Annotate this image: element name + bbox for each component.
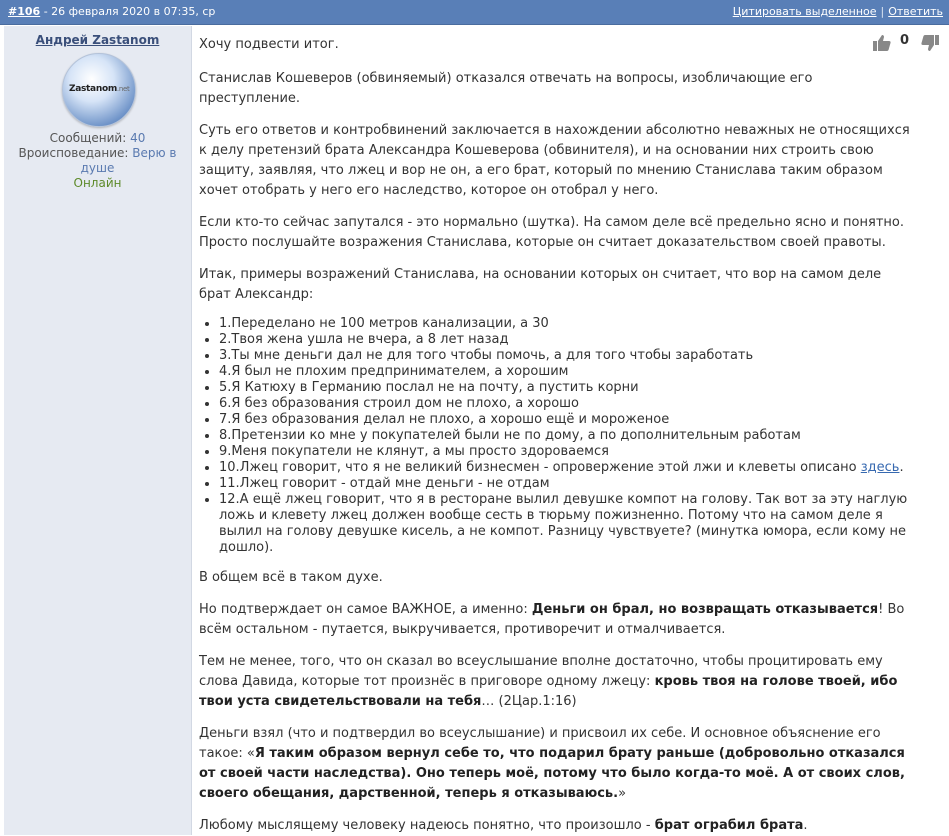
- vote-count: 0: [899, 33, 909, 48]
- list-item: • 4.Я был не плохим предпринимателем, а хорошим: [219, 364, 917, 380]
- list-item: • 6.Я без образования строил дом не плохо, а хорошо: [219, 396, 917, 412]
- list-item: • 7.Я без образования делал не плохо, а хорошо ещё и мороженое: [219, 412, 917, 428]
- text-segment: Любому мыслящему человеку надеюсь понятно, что произошло -: [199, 818, 655, 833]
- post-paragraph: Хочу подвести итог.: [199, 37, 339, 52]
- post-paragraph: Суть его ответов и контробвинений заключается в нахождении абсолютно неважных не относящихся к делу претензий брата Александра Кошеверова (обвинителя), и на основании них строить свою защиту, заявляя, что лжец и вор не он, а его брат, который по мнению Станислава таким образом хочет отобрать у него его наследство, которое он отобрал у него.: [199, 123, 910, 198]
- list-item: • 3.Ты мне деньги дал не для того чтобы помочь, а для того чтобы заработать: [219, 348, 917, 364]
- messages-count: 40: [130, 131, 146, 145]
- text-segment: … (2Цар.1:16): [481, 694, 577, 709]
- bold-segment: брат ограбил брата: [654, 818, 804, 833]
- text-segment: Тем не менее, того, что он сказал во всеуслышание вполне достаточно, чтобы процитировать ему слова Давида, которые тот произнёс в приговоре одному лжецу:: [199, 654, 883, 689]
- text-segment: Деньги взял (что и подтвердил во всеуслышание) и присвоил их себе. И основное объяснение его такое: «: [199, 726, 881, 761]
- bold-segment: Деньги он брал, но возвращать отказывается: [531, 602, 879, 617]
- avatar-logo-text: Zastanom: [69, 84, 117, 94]
- author-name[interactable]: Андрей Zastanom: [35, 33, 160, 47]
- list-item: • 5.Я Катюху в Германию послал не на почту, а пустить корни: [219, 380, 917, 396]
- list-item: • 9.Меня покупатели не клянут, а мы просто здороваемся: [219, 444, 917, 460]
- post-paragraph: Если кто-то сейчас запутался - это нормально (шутка). На самом деле всё предельно ясно и понятно. Просто послушайте возражения Станислава, которые он считает доказательством своей правоты.: [199, 215, 904, 250]
- post-paragraph: [199, 600, 917, 640]
- post-paragraph: Станислав Кошеверов (обвиняемый) отказался отвечать на вопросы, изобличающие его преступление.: [199, 71, 813, 106]
- religion-value: Верю в душе: [80, 146, 177, 175]
- post-paragraph: [199, 816, 917, 836]
- text-segment: ! Во всём остальном - путается, выкручивается, противоречит и отмалчивается.: [199, 602, 905, 637]
- avatar-logo: [69, 84, 129, 94]
- post-header: [0, 0, 949, 25]
- post-meta: [8, 5, 215, 18]
- text-segment: »: [618, 786, 627, 801]
- avatar-logo-subtext: .net: [116, 85, 130, 93]
- quote-selected-link[interactable]: Цитировать выделенное: [732, 5, 877, 18]
- list-item: • 12.А ещё лжец говорит, что я в ресторане вылил девушке компот на голову. Так вот за эту наглую ложь и клевету лжец должен вообще сесть в тюрьму пожизненно. Потому что на самом деле я вылил на голову девушке кисель, а не компот. Разницу чувствуете? (минутка юмора, если кому не дошло).: [219, 492, 917, 556]
- list-item: [219, 460, 917, 476]
- post-actions: [733, 5, 943, 18]
- bold-segment: Я таким образом вернул себе то, что подарил брату раньше (добровольно отказался от своей части наследства). Оно теперь моё, потому что было когда-то моё. А от своих слов, своего обещания, дарственной, теперь я отказываюсь.: [199, 746, 905, 801]
- list-item: • 1.Переделано не 100 метров канализации, а 30: [219, 316, 917, 332]
- list-item: • 8.Претензии ко мне у покупателей были не по дому, а по дополнительным работам: [219, 428, 917, 444]
- online-status: Онлайн: [73, 176, 122, 190]
- avatar: [62, 53, 136, 127]
- post-paragraph: Итак, примеры возражений Станислава, на основании которых он считает, что вор на самом деле брат Александр:: [199, 267, 882, 302]
- thumbs-down-icon[interactable]: [921, 35, 939, 51]
- religion-row: [4, 146, 191, 176]
- post-paragraph: [199, 724, 917, 804]
- author-sidebar: [4, 26, 192, 835]
- item-end: .: [899, 460, 904, 475]
- author-stats: [4, 131, 191, 191]
- post-body: [199, 35, 917, 836]
- post-number-link[interactable]: #106: [8, 5, 41, 18]
- post-paragraph: [199, 652, 917, 712]
- bold-segment: кровь твоя на голове твоей, ибо твои уста свидетельствовали на тебя: [199, 674, 898, 709]
- messages-row: [4, 131, 191, 146]
- here-link[interactable]: здесь: [860, 460, 900, 475]
- actions-separator: |: [880, 5, 885, 18]
- text-segment: Но подтверждает он самое ВАЖНОЕ, а именно:: [199, 602, 532, 617]
- religion-label: Вроисповедание:: [18, 146, 129, 160]
- messages-label: Сообщений:: [49, 131, 127, 145]
- list-item: • 2.Твоя жена ушла не вчера, а 8 лет назад: [219, 332, 917, 348]
- item-text: 10.Лжец говорит, что я не великий бизнесмен - опровержение этой лжи и клеветы описано: [219, 460, 861, 475]
- text-segment: .: [803, 818, 808, 833]
- list-item: • 11.Лжец говорит - отдай мне деньги - не отдам: [219, 476, 917, 492]
- reply-link[interactable]: Ответить: [888, 5, 943, 18]
- objections-list: [199, 316, 917, 556]
- post-date: - 26 февраля 2020 в 07:35, ср: [43, 5, 216, 18]
- post-paragraph: В общем всё в таком духе.: [199, 570, 383, 585]
